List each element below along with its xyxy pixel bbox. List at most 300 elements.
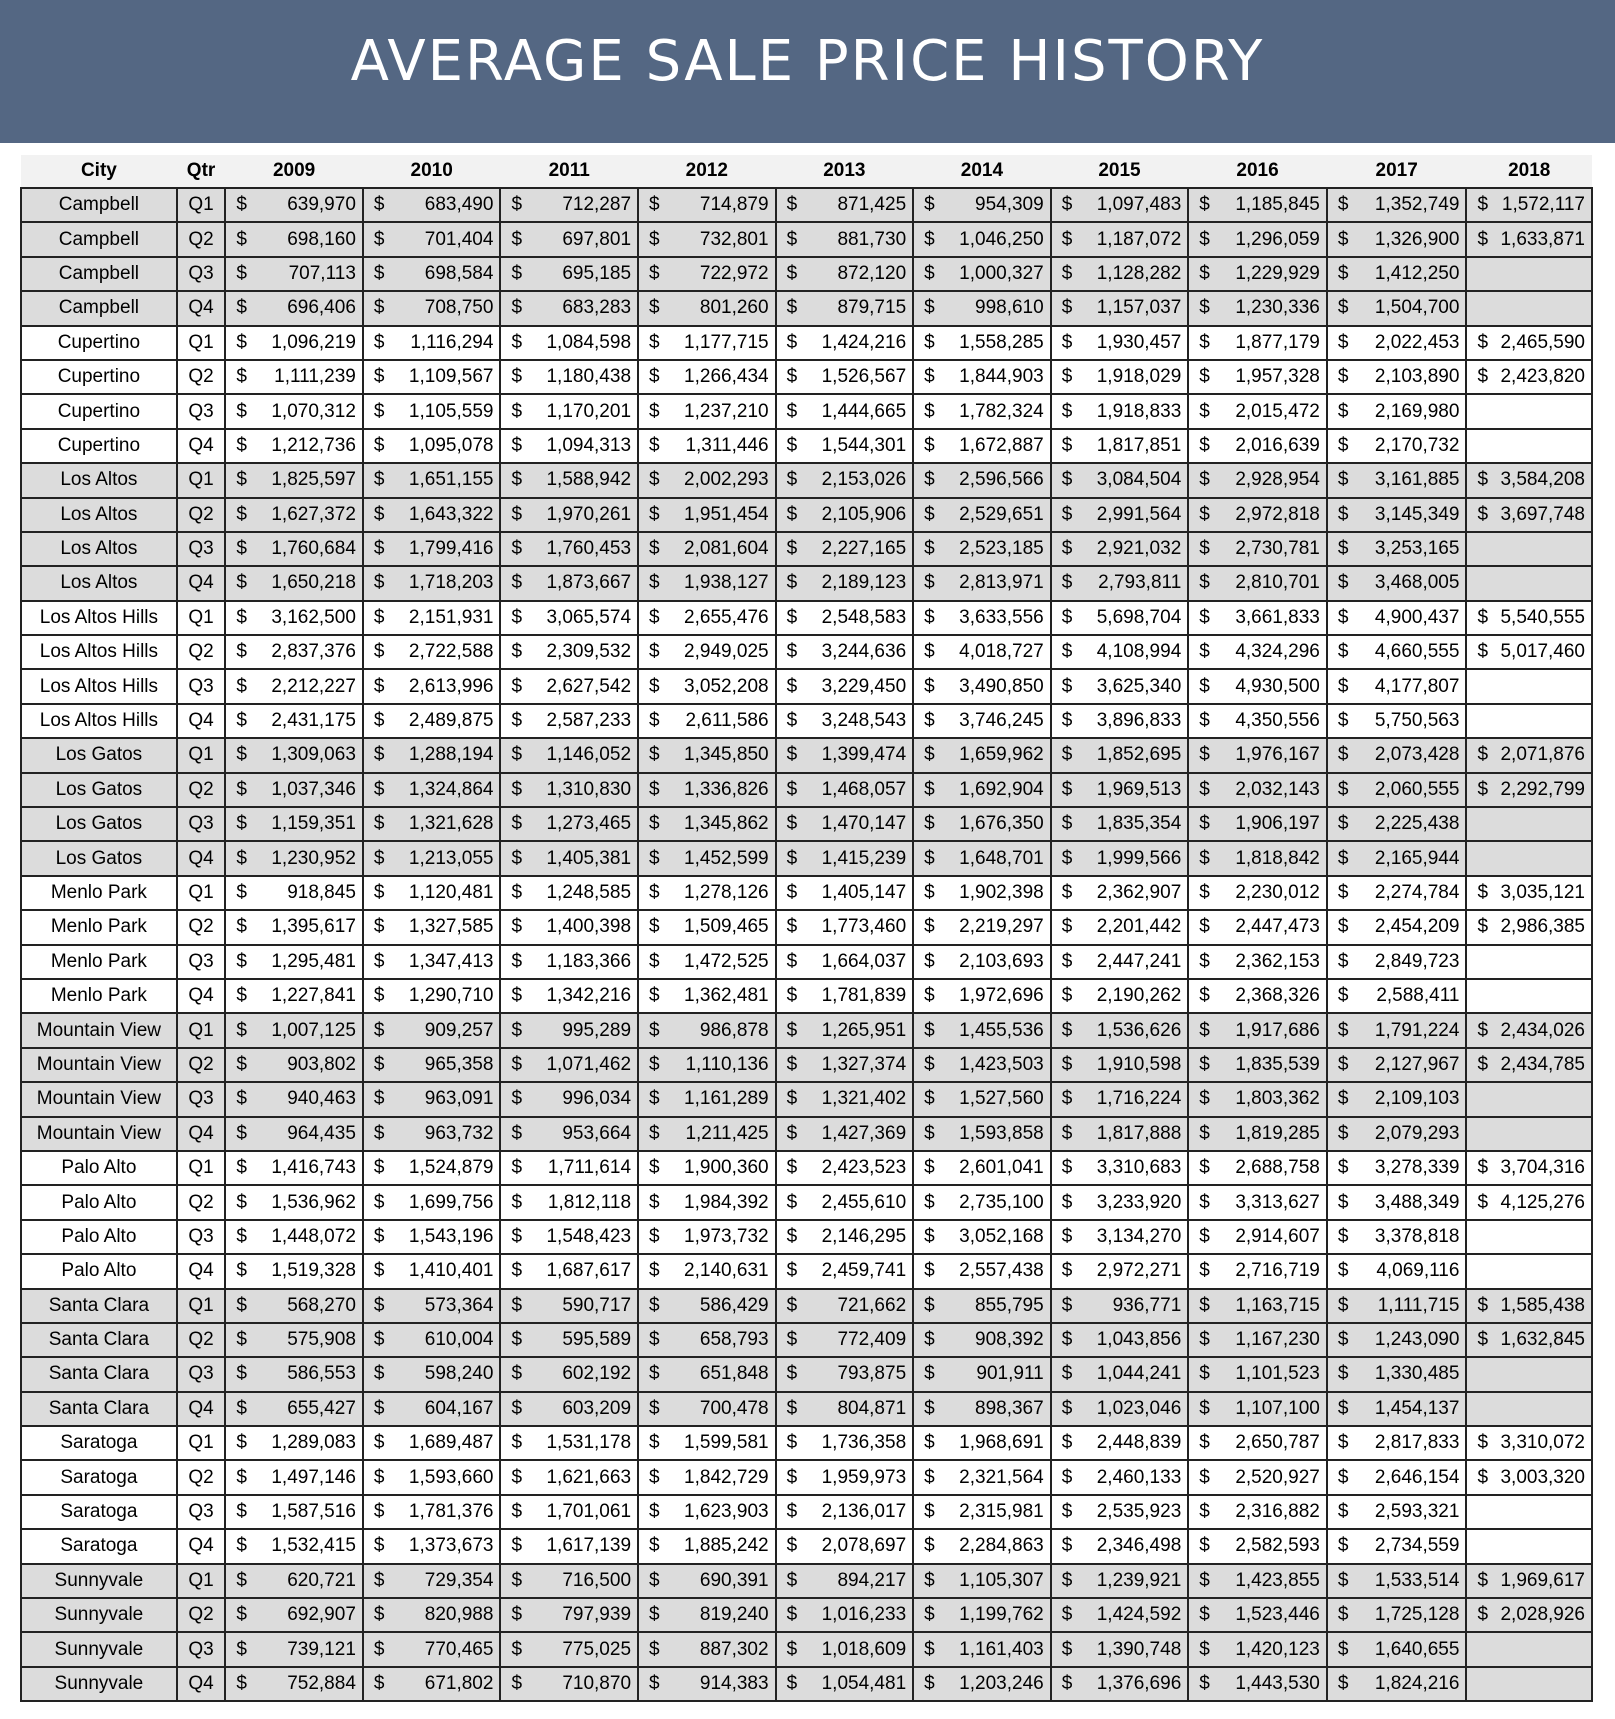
- price-value: 963,091: [424, 1088, 494, 1110]
- price-value: 1,170,201: [546, 400, 632, 422]
- currency-symbol: $: [511, 744, 523, 766]
- currency-symbol: $: [1337, 1535, 1349, 1557]
- price-cell: [1188, 1495, 1327, 1529]
- price-cell: [225, 773, 363, 807]
- table-row: [21, 463, 1592, 497]
- currency-symbol: $: [1199, 710, 1210, 732]
- currency-symbol: $: [786, 641, 798, 663]
- currency-symbol: $: [1477, 194, 1489, 216]
- price-cell: [776, 532, 914, 566]
- currency-symbol: $: [373, 916, 385, 938]
- price-value: 1,248,585: [546, 882, 632, 903]
- currency-symbol: $: [649, 1501, 660, 1523]
- city-cell: Saratoga: [21, 1495, 177, 1529]
- price-cell: [1327, 1632, 1467, 1666]
- currency-symbol: $: [924, 228, 935, 250]
- price-value: 1,664,037: [821, 950, 907, 972]
- price-cell: [363, 498, 501, 532]
- city-cell: Los Gatos: [21, 738, 177, 772]
- price-value: 1,527,560: [959, 1088, 1044, 1110]
- currency-symbol: $: [236, 366, 247, 388]
- price-value: 1,523,446: [1235, 1604, 1320, 1626]
- currency-symbol: $: [1337, 1157, 1349, 1179]
- currency-symbol: $: [1199, 1122, 1210, 1144]
- price-value: 3,052,208: [684, 675, 769, 697]
- price-value: 1,120,481: [408, 882, 494, 903]
- price-value: 2,153,026: [821, 469, 907, 491]
- price-value: 770,465: [424, 1638, 494, 1660]
- price-value: 903,802: [287, 1053, 356, 1075]
- price-cell: [1188, 1357, 1327, 1391]
- price-cell: [1466, 635, 1592, 669]
- price-value: 2,523,185: [959, 538, 1044, 560]
- currency-symbol: $: [373, 1191, 385, 1213]
- price-value: 3,065,574: [546, 606, 632, 628]
- price-cell: [225, 326, 363, 360]
- price-cell: [1051, 1048, 1189, 1082]
- currency-symbol: $: [786, 366, 798, 388]
- price-value: 1,906,197: [1235, 813, 1320, 835]
- quarter-cell: Q1: [177, 601, 226, 635]
- price-value: 2,793,811: [1098, 572, 1182, 594]
- currency-symbol: $: [1337, 882, 1349, 903]
- price-value: 2,151,931: [408, 606, 494, 628]
- currency-symbol: $: [1337, 1225, 1349, 1247]
- currency-symbol: $: [649, 400, 660, 422]
- price-cell: [638, 498, 776, 532]
- price-value: 1,984,392: [684, 1191, 769, 1213]
- price-value: 2,735,100: [959, 1191, 1044, 1213]
- price-value: 1,266,434: [684, 366, 769, 388]
- city-cell: Cupertino: [21, 326, 177, 360]
- currency-symbol: $: [373, 744, 385, 766]
- price-cell: [1188, 532, 1327, 566]
- price-value: 1,007,125: [271, 1019, 356, 1041]
- currency-symbol: $: [1337, 710, 1349, 732]
- price-value: 5,540,555: [1500, 606, 1585, 628]
- price-cell: [500, 601, 638, 635]
- price-cell: [1466, 1632, 1592, 1666]
- currency-symbol: $: [1337, 813, 1349, 835]
- currency-symbol: $: [1337, 1501, 1349, 1523]
- price-value: 2,611,586: [685, 710, 769, 732]
- currency-symbol: $: [1337, 1363, 1349, 1385]
- currency-symbol: $: [649, 1294, 660, 1316]
- price-cell: [913, 1323, 1051, 1357]
- price-cell: [913, 738, 1051, 772]
- price-value: 752,884: [287, 1672, 356, 1694]
- price-cell: [1327, 257, 1467, 291]
- price-value: 1,185,845: [1235, 194, 1320, 216]
- price-value: 602,192: [562, 1363, 632, 1385]
- price-cell: [638, 1323, 776, 1357]
- currency-symbol: $: [1061, 950, 1073, 972]
- city-cell: Campbell: [21, 222, 177, 256]
- currency-symbol: $: [1199, 469, 1210, 491]
- price-cell: [776, 1220, 914, 1254]
- price-value: 1,969,513: [1096, 778, 1182, 800]
- price-cell: [1327, 463, 1467, 497]
- currency-symbol: $: [1477, 916, 1489, 938]
- price-cell: [1466, 1185, 1592, 1219]
- currency-symbol: $: [373, 1501, 385, 1523]
- price-value: 1,071,462: [546, 1053, 632, 1075]
- currency-symbol: $: [236, 572, 247, 594]
- price-cell: [1188, 1082, 1327, 1116]
- quarter-cell: Q1: [177, 463, 226, 497]
- table-row: [21, 1254, 1592, 1288]
- price-cell: [638, 1013, 776, 1047]
- price-value: 986,878: [699, 1019, 769, 1041]
- price-value: 2,730,781: [1235, 538, 1320, 560]
- price-value: 1,310,830: [546, 778, 632, 800]
- price-value: 2,722,588: [408, 641, 494, 663]
- price-value: 2,002,293: [684, 469, 769, 491]
- price-value: 1,324,864: [408, 778, 494, 800]
- price-cell: [1051, 910, 1189, 944]
- price-cell: [1051, 257, 1189, 291]
- price-value: 2,225,438: [1374, 813, 1460, 835]
- price-value: 3,052,168: [959, 1225, 1044, 1247]
- price-value: 2,914,607: [1235, 1225, 1320, 1247]
- price-cell: [1051, 498, 1189, 532]
- city-cell: Santa Clara: [21, 1289, 177, 1323]
- price-cell: [225, 807, 363, 841]
- currency-symbol: $: [373, 1604, 385, 1626]
- price-cell: [225, 1632, 363, 1666]
- price-value: 1,376,696: [1096, 1672, 1182, 1694]
- price-value: 1,037,346: [271, 778, 356, 800]
- currency-symbol: $: [924, 1501, 935, 1523]
- currency-symbol: $: [649, 1432, 660, 1454]
- price-value: 2,431,175: [271, 710, 356, 732]
- price-value: 2,105,906: [821, 503, 907, 525]
- currency-symbol: $: [511, 1088, 523, 1110]
- price-cell: [500, 1151, 638, 1185]
- price-cell: [225, 1667, 363, 1701]
- currency-symbol: $: [236, 262, 247, 284]
- currency-symbol: $: [649, 331, 660, 353]
- price-cell: [638, 841, 776, 875]
- price-value: 1,852,695: [1096, 744, 1182, 766]
- price-value: 695,185: [562, 262, 632, 284]
- price-cell: [363, 291, 501, 325]
- currency-symbol: $: [924, 813, 935, 835]
- price-value: 2,688,758: [1235, 1157, 1320, 1179]
- currency-symbol: $: [924, 1329, 935, 1351]
- price-value: 1,632,845: [1500, 1329, 1585, 1351]
- price-cell: [1466, 394, 1592, 428]
- currency-symbol: $: [373, 985, 385, 1007]
- currency-symbol: $: [649, 469, 660, 491]
- currency-symbol: $: [1477, 503, 1489, 525]
- city-cell: Sunnyvale: [21, 1564, 177, 1598]
- currency-symbol: $: [649, 194, 660, 216]
- price-value: 692,907: [287, 1604, 356, 1626]
- price-cell: [776, 1495, 914, 1529]
- price-cell: [1327, 1529, 1467, 1563]
- currency-symbol: $: [786, 882, 798, 903]
- quarter-cell: Q3: [177, 1495, 226, 1529]
- currency-symbol: $: [1477, 1604, 1489, 1626]
- table-row: [21, 841, 1592, 875]
- table-row: [21, 1013, 1592, 1047]
- price-cell: [1327, 222, 1467, 256]
- currency-symbol: $: [649, 1569, 660, 1591]
- price-value: 804,871: [837, 1397, 907, 1419]
- price-cell: [776, 1013, 914, 1047]
- currency-symbol: $: [511, 1397, 523, 1419]
- city-cell: Los Gatos: [21, 841, 177, 875]
- currency-symbol: $: [236, 606, 247, 628]
- currency-symbol: $: [786, 1088, 798, 1110]
- quarter-cell: Q1: [177, 738, 226, 772]
- price-cell: [1188, 979, 1327, 1013]
- currency-symbol: $: [1477, 778, 1489, 800]
- price-cell: [913, 1151, 1051, 1185]
- price-value: 1,423,855: [1235, 1569, 1320, 1591]
- price-cell: [363, 257, 501, 291]
- currency-symbol: $: [1061, 1157, 1073, 1179]
- price-value: 3,310,072: [1500, 1432, 1585, 1454]
- price-value: 1,405,147: [821, 882, 907, 903]
- price-value: 2,520,927: [1235, 1466, 1320, 1488]
- currency-symbol: $: [236, 744, 247, 766]
- price-cell: [638, 1220, 776, 1254]
- price-cell: [225, 1426, 363, 1460]
- currency-symbol: $: [924, 1604, 935, 1626]
- price-value: 1,873,667: [546, 572, 632, 594]
- price-value: 1,918,029: [1096, 366, 1182, 388]
- price-cell: [363, 876, 501, 910]
- price-cell: [776, 360, 914, 394]
- price-value: 1,345,862: [684, 813, 769, 835]
- currency-symbol: $: [1337, 469, 1349, 491]
- price-value: 1,420,123: [1235, 1638, 1320, 1660]
- price-value: 4,069,116: [1376, 1260, 1460, 1282]
- price-cell: [1188, 635, 1327, 669]
- price-value: 1,084,598: [546, 331, 632, 353]
- currency-symbol: $: [924, 1225, 935, 1247]
- price-cell: [1466, 945, 1592, 979]
- currency-symbol: $: [511, 1019, 523, 1041]
- price-value: 1,969,617: [1500, 1569, 1585, 1591]
- table-row: [21, 704, 1592, 738]
- price-cell: [363, 1220, 501, 1254]
- price-cell: [776, 1392, 914, 1426]
- price-cell: [363, 532, 501, 566]
- price-cell: [776, 188, 914, 222]
- price-cell: [1466, 1598, 1592, 1632]
- currency-symbol: $: [924, 1191, 935, 1213]
- currency-symbol: $: [373, 469, 385, 491]
- table-row: [21, 910, 1592, 944]
- price-value: 1,444,665: [821, 400, 907, 422]
- price-cell: [225, 1151, 363, 1185]
- price-value: 1,227,841: [271, 985, 356, 1007]
- price-cell: [1327, 1013, 1467, 1047]
- price-cell: [776, 257, 914, 291]
- price-value: 1,043,856: [1096, 1329, 1182, 1351]
- price-cell: [1327, 429, 1467, 463]
- price-value: 2,465,590: [1500, 331, 1585, 353]
- currency-symbol: $: [511, 1501, 523, 1523]
- currency-symbol: $: [1337, 916, 1349, 938]
- price-value: 1,633,871: [1500, 228, 1585, 250]
- currency-symbol: $: [236, 538, 247, 560]
- currency-symbol: $: [1199, 1191, 1210, 1213]
- price-cell: [225, 1013, 363, 1047]
- price-cell: [1188, 1013, 1327, 1047]
- price-cell: [500, 1598, 638, 1632]
- price-cell: [1327, 1667, 1467, 1701]
- price-value: 1,427,369: [821, 1122, 907, 1144]
- price-cell: [1466, 1460, 1592, 1494]
- quarter-cell: Q3: [177, 1082, 226, 1116]
- price-value: 2,146,295: [821, 1225, 907, 1247]
- price-cell: [1051, 669, 1189, 703]
- price-value: 820,988: [424, 1604, 494, 1626]
- currency-symbol: $: [373, 1019, 385, 1041]
- currency-symbol: $: [1199, 1432, 1210, 1454]
- price-cell: [225, 532, 363, 566]
- price-cell: [500, 1289, 638, 1323]
- price-value: 2,109,103: [1374, 1088, 1460, 1110]
- price-cell: [1327, 1495, 1467, 1529]
- price-value: 3,896,833: [1096, 710, 1182, 732]
- currency-symbol: $: [1199, 675, 1210, 697]
- price-value: 1,229,929: [1235, 262, 1320, 284]
- price-value: 772,409: [837, 1329, 907, 1351]
- price-value: 1,116,294: [410, 331, 494, 353]
- price-cell: [363, 429, 501, 463]
- currency-symbol: $: [1477, 1329, 1489, 1351]
- price-cell: [363, 1564, 501, 1598]
- price-cell: [776, 1117, 914, 1151]
- currency-symbol: $: [649, 606, 660, 628]
- price-value: 1,452,599: [684, 847, 769, 869]
- price-cell: [500, 498, 638, 532]
- price-cell: [500, 1460, 638, 1494]
- currency-symbol: $: [786, 1638, 798, 1660]
- currency-symbol: $: [649, 1604, 660, 1626]
- price-cell: [1051, 1357, 1189, 1391]
- quarter-cell: Q1: [177, 1426, 226, 1460]
- currency-symbol: $: [649, 882, 660, 903]
- price-cell: [1466, 773, 1592, 807]
- currency-symbol: $: [373, 1157, 385, 1179]
- price-cell: [1051, 841, 1189, 875]
- table-row: [21, 773, 1592, 807]
- quarter-cell: Q4: [177, 566, 226, 600]
- quarter-cell: Q2: [177, 222, 226, 256]
- price-cell: [1051, 807, 1189, 841]
- currency-symbol: $: [511, 1053, 523, 1075]
- price-value: 721,662: [837, 1294, 907, 1316]
- price-value: 4,108,994: [1096, 641, 1182, 663]
- price-cell: [1051, 945, 1189, 979]
- currency-symbol: $: [1199, 1363, 1210, 1385]
- currency-symbol: $: [373, 813, 385, 835]
- price-cell: [1051, 1220, 1189, 1254]
- price-cell: [1466, 910, 1592, 944]
- price-value: 2,368,326: [1235, 985, 1320, 1007]
- price-cell: [776, 1323, 914, 1357]
- price-cell: [225, 1254, 363, 1288]
- price-value: 2,817,833: [1374, 1432, 1460, 1454]
- table-row: [21, 1185, 1592, 1219]
- currency-symbol: $: [1061, 1569, 1073, 1591]
- currency-symbol: $: [511, 1122, 523, 1144]
- price-cell: [1327, 1426, 1467, 1460]
- quarter-cell: Q1: [177, 1013, 226, 1047]
- price-value: 855,795: [975, 1294, 1044, 1316]
- currency-symbol: $: [1061, 1294, 1073, 1316]
- currency-symbol: $: [1199, 1397, 1210, 1419]
- price-cell: [913, 429, 1051, 463]
- currency-symbol: $: [1199, 331, 1210, 353]
- price-value: 732,801: [699, 228, 769, 250]
- price-value: 729,354: [424, 1569, 494, 1591]
- price-cell: [363, 945, 501, 979]
- price-value: 2,140,631: [684, 1260, 769, 1282]
- currency-symbol: $: [373, 572, 385, 594]
- price-value: 4,177,807: [1374, 675, 1460, 697]
- price-cell: [1327, 876, 1467, 910]
- table-row: [21, 979, 1592, 1013]
- price-cell: [638, 1529, 776, 1563]
- price-cell: [1051, 1564, 1189, 1598]
- currency-symbol: $: [924, 985, 935, 1007]
- price-cell: [1466, 1426, 1592, 1460]
- price-value: 707,113: [288, 262, 356, 284]
- price-cell: [1051, 979, 1189, 1013]
- quarter-cell: Q2: [177, 635, 226, 669]
- price-cell: [776, 566, 914, 600]
- currency-symbol: $: [236, 710, 247, 732]
- price-value: 5,750,563: [1374, 710, 1460, 732]
- quarter-cell: Q4: [177, 429, 226, 463]
- price-value: 1,773,460: [821, 916, 907, 938]
- price-cell: [500, 222, 638, 256]
- price-value: 698,584: [424, 262, 494, 284]
- currency-symbol: $: [649, 1260, 660, 1282]
- city-cell: Cupertino: [21, 360, 177, 394]
- price-cell: [1327, 1220, 1467, 1254]
- price-cell: [1188, 1426, 1327, 1460]
- currency-symbol: $: [373, 1122, 385, 1144]
- currency-symbol: $: [1337, 744, 1349, 766]
- price-value: 797,939: [562, 1604, 632, 1626]
- price-value: 1,400,398: [546, 916, 632, 938]
- price-cell: [638, 738, 776, 772]
- price-value: 1,326,900: [1374, 228, 1460, 250]
- price-value: 1,199,762: [959, 1604, 1044, 1626]
- price-value: 2,921,032: [1096, 538, 1182, 560]
- currency-symbol: $: [786, 710, 798, 732]
- price-value: 2,557,438: [959, 1260, 1044, 1282]
- price-cell: [776, 291, 914, 325]
- currency-symbol: $: [924, 331, 935, 353]
- currency-symbol: $: [786, 400, 798, 422]
- price-cell: [363, 979, 501, 1013]
- price-cell: [913, 1185, 1051, 1219]
- price-value: 1,643,322: [408, 503, 494, 525]
- price-cell: [913, 566, 1051, 600]
- currency-symbol: $: [1477, 1191, 1489, 1213]
- currency-symbol: $: [236, 1397, 247, 1419]
- currency-symbol: $: [511, 1294, 523, 1316]
